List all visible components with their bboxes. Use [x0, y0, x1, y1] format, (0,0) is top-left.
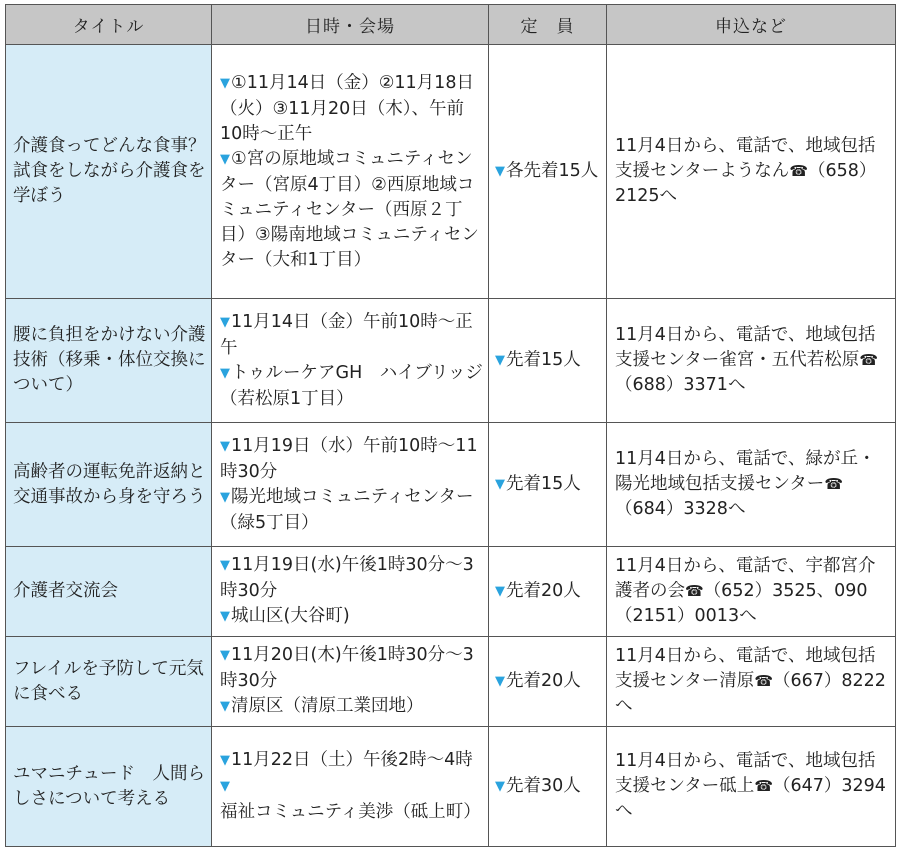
- header-capacity: 定 員: [489, 5, 607, 45]
- event-apply: [607, 423, 896, 547]
- header-title: タイトル: [6, 5, 212, 45]
- table-row: [6, 299, 896, 423]
- table-row: [6, 423, 896, 547]
- triangle-down-icon: ▼: [220, 753, 230, 768]
- apply-text: 11月4日から、電話で、宇都宮介護者の会: [615, 556, 876, 601]
- event-datetime-venue: [212, 637, 489, 727]
- event-title: 腰に負担をかけない介護技術（移乗・体位交換について）: [6, 299, 212, 423]
- apply-text: 11月4日から、電話で、地域包括支援センター雀宮・五代若松原: [615, 325, 876, 370]
- table-row: [6, 45, 896, 299]
- event-capacity: [489, 637, 607, 727]
- event-apply: [607, 299, 896, 423]
- header-datetime-venue: 日時・会場: [212, 5, 489, 45]
- phone-icon: ☎: [754, 777, 773, 795]
- triangle-down-icon: ▼: [495, 352, 505, 368]
- event-datetime: 11月19日（水）午前10時～11時30分: [220, 435, 478, 482]
- phone-icon: ☎: [789, 162, 808, 180]
- table-row: [6, 547, 896, 637]
- apply-phone-number: （684）3328へ: [615, 499, 746, 519]
- triangle-down-icon: ▼: [495, 673, 505, 689]
- event-datetime-venue: [212, 423, 489, 547]
- event-venue: 清原区（清原工業団地）: [231, 696, 424, 716]
- apply-phone-number: （647）3294へ: [615, 776, 886, 821]
- triangle-down-icon: ▼: [220, 648, 230, 663]
- event-venue: 福祉コミュニティ美渉（砥上町）: [220, 802, 481, 822]
- apply-text: 11月4日から、電話で、緑が丘・陽光地域包括支援センター: [615, 449, 876, 494]
- event-datetime: 11月14日（金）午前10時～正午: [220, 311, 473, 358]
- events-table: [5, 4, 896, 847]
- triangle-down-icon: ▼: [220, 558, 230, 573]
- apply-phone-number: （667）8222へ: [615, 671, 886, 716]
- triangle-down-icon: ▼: [495, 163, 505, 179]
- apply-phone-number: （652）3525、090（2151）0013へ: [615, 581, 868, 626]
- apply-text: 11月4日から、電話で、地域包括支援センター砥上: [615, 751, 876, 796]
- phone-icon: ☎: [824, 475, 843, 493]
- triangle-down-icon: ▼: [220, 314, 230, 330]
- apply-phone-number: （688）3371へ: [615, 375, 746, 395]
- header-row: [6, 5, 896, 45]
- event-apply: [607, 637, 896, 727]
- event-title: フレイルを予防して元気に食べる: [6, 637, 212, 727]
- event-capacity: [489, 299, 607, 423]
- event-datetime: 11月22日（土）午後2時～4時: [231, 750, 473, 770]
- event-title: 高齢者の運転免許返納と交通事故から身を守ろう: [6, 423, 212, 547]
- triangle-down-icon: ▼: [220, 609, 230, 624]
- event-apply: [607, 547, 896, 637]
- event-title: 介護者交流会: [6, 547, 212, 637]
- event-datetime: 11月20日(木)午後1時30分～3時30分: [220, 645, 474, 691]
- table-row: [6, 637, 896, 727]
- event-capacity: [489, 45, 607, 299]
- capacity-text: 各先着15人: [506, 160, 599, 181]
- event-datetime-venue: [212, 299, 489, 423]
- triangle-down-icon: ▼: [495, 476, 505, 492]
- event-title: 介護食ってどんな食事？試食をしながら介護食を学ぼう: [6, 45, 212, 299]
- table-row: [6, 727, 896, 847]
- triangle-down-icon: ▼: [220, 779, 230, 794]
- event-venue: 陽光地域コミュニティセンター（緑5丁目）: [220, 486, 474, 533]
- triangle-down-icon: ▼: [495, 778, 505, 794]
- event-venue: 城山区(大谷町): [231, 606, 350, 626]
- triangle-down-icon: ▼: [220, 438, 230, 454]
- capacity-text: 先着20人: [506, 670, 581, 691]
- phone-icon: ☎: [685, 582, 704, 600]
- triangle-down-icon: ▼: [220, 151, 230, 167]
- capacity-text: 先着30人: [506, 775, 581, 796]
- event-datetime-venue: [212, 45, 489, 299]
- phone-icon: ☎: [754, 672, 773, 690]
- event-capacity: [489, 727, 607, 847]
- event-capacity: [489, 547, 607, 637]
- triangle-down-icon: ▼: [220, 699, 230, 714]
- apply-text: 11月4日から、電話で、地域包括支援センターようなん: [615, 136, 876, 181]
- event-venue: ①宮の原地域コミュニティセンター（宮原4丁目）②西原地域コミュニティセンター（西原２丁目）③陽南地域コミュニティセンター（大和1丁目）: [220, 148, 479, 270]
- triangle-down-icon: ▼: [495, 583, 505, 599]
- event-title: ユマニチュード 人間らしさについて考える: [6, 727, 212, 847]
- event-apply: [607, 727, 896, 847]
- apply-phone-number: （658）2125へ: [615, 161, 877, 206]
- event-datetime: 11月19日(水)午後1時30分～3時30分: [220, 555, 474, 601]
- event-venue: トゥルーケアGH ハイブリッジ（若松原1丁目）: [220, 362, 483, 409]
- apply-text: 11月4日から、電話で、地域包括支援センター清原: [615, 646, 876, 691]
- capacity-text: 先着15人: [506, 473, 581, 494]
- triangle-down-icon: ▼: [220, 75, 230, 91]
- event-apply: [607, 45, 896, 299]
- capacity-text: 先着15人: [506, 349, 581, 370]
- header-apply: 申込など: [607, 5, 896, 45]
- phone-icon: ☎: [859, 351, 878, 369]
- triangle-down-icon: ▼: [220, 365, 230, 381]
- triangle-down-icon: ▼: [220, 489, 230, 505]
- event-capacity: [489, 423, 607, 547]
- event-datetime: ①11月14日（金）②11月18日（火）③11月20日（木）、午前10時～正午: [220, 72, 474, 144]
- event-datetime-venue: [212, 727, 489, 847]
- event-datetime-venue: [212, 547, 489, 637]
- capacity-text: 先着20人: [506, 580, 581, 601]
